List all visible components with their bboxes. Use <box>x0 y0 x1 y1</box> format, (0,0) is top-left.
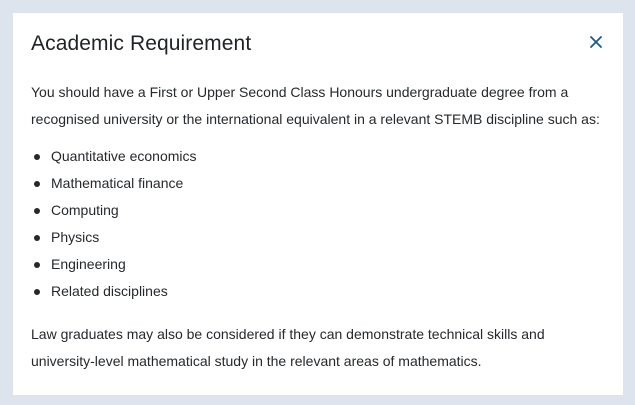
discipline-label: Computing <box>51 202 119 218</box>
discipline-label: Mathematical finance <box>51 175 184 191</box>
list-item <box>31 170 611 197</box>
modal-title: Academic Requirement <box>31 32 252 55</box>
list-item <box>31 143 611 170</box>
list-item <box>31 251 611 278</box>
list-item <box>31 224 611 251</box>
bullet-icon <box>34 181 40 187</box>
list-item <box>31 278 611 305</box>
close-icon <box>587 33 605 51</box>
note-paragraph: Law graduates may also be considered if they can demonstrate technical skills and university-level mathematical study in the relevant areas of mathematics. <box>31 326 545 369</box>
intro-paragraph: You should have a First or Upper Second Class Honours undergraduate degree from a recognised university or the international equivalent in a relevant STEMB discipline such as: <box>31 84 600 127</box>
bullet-icon <box>34 235 40 241</box>
close-button[interactable] <box>587 33 605 51</box>
bullet-icon <box>34 208 40 214</box>
discipline-label: Physics <box>51 229 100 245</box>
discipline-label: Quantitative economics <box>51 148 197 164</box>
academic-requirement-modal <box>13 13 623 395</box>
bullet-icon <box>34 154 40 160</box>
discipline-label: Engineering <box>51 256 126 272</box>
discipline-label: Related disciplines <box>51 283 168 299</box>
bullet-icon <box>34 262 40 268</box>
bullet-icon <box>34 289 40 295</box>
list-item <box>31 197 611 224</box>
discipline-list <box>31 143 611 305</box>
modal-body <box>31 79 611 375</box>
